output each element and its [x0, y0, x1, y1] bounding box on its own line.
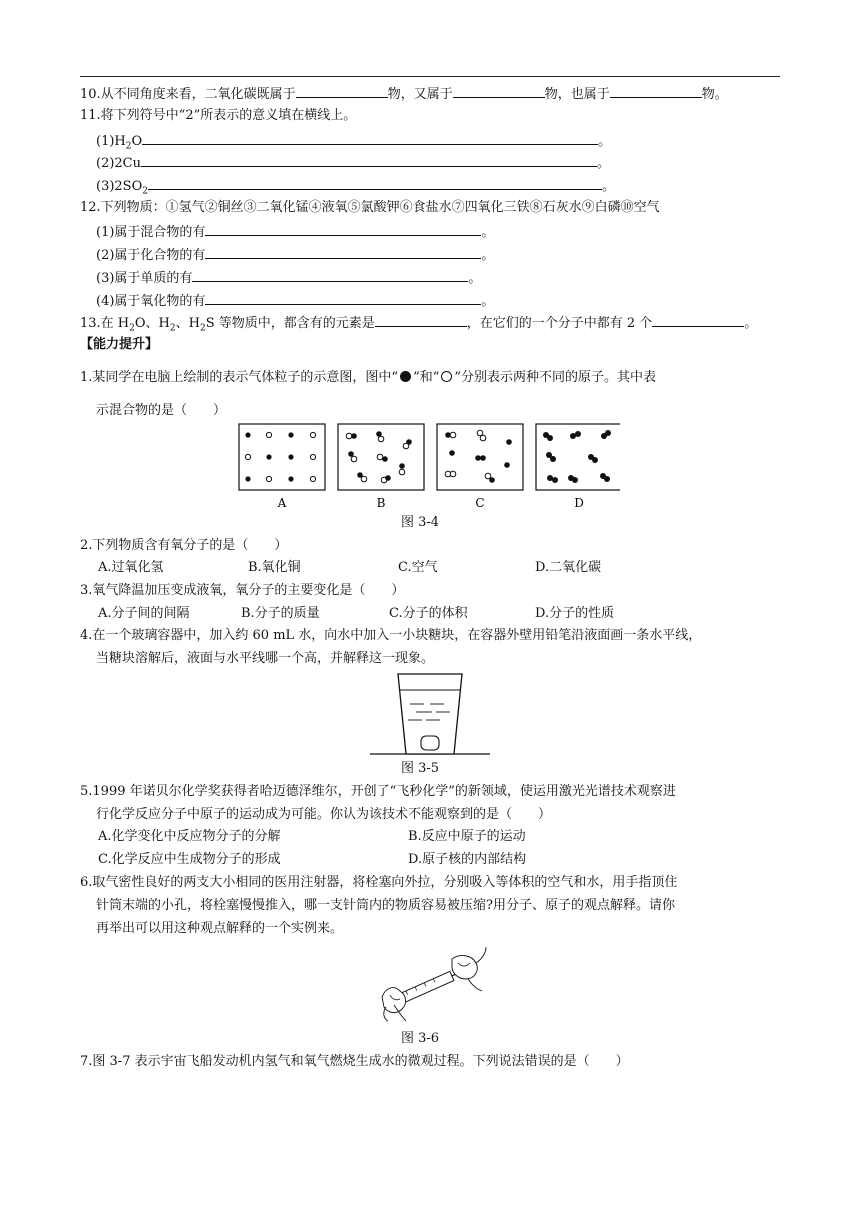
problem-3-option-b[interactable]: B.分子的质量 [241, 606, 320, 621]
problem-6-line-1: 6.取气密性良好的两支大小相同的医用注射器，将栓塞向外拉，分别吸入等体积的空气和水，用手指顶住 [80, 875, 678, 890]
question-11-item-2: (2)2Cu 。 [96, 153, 610, 173]
blank[interactable] [205, 291, 481, 305]
problem-5-line-2: 行化学反应分子中原子的运动成为可能。你认为该技术不能观察到的是（ ） [96, 807, 552, 822]
problem-3-option-c[interactable]: C.分子的体积 [389, 606, 468, 621]
problem-5-option-b[interactable]: B.反应中原子的运动 [408, 829, 526, 844]
problem-2-option-c[interactable]: C.空气 [398, 560, 438, 575]
problem-6-line-2: 针筒末端的小孔，将栓塞慢慢推入，哪一支针筒内的物质容易被压缩?用分子、原子的观点解释。请你 [96, 898, 675, 913]
blank[interactable] [142, 131, 598, 145]
problem-2-option-d[interactable]: D.二氧化碳 [535, 560, 602, 575]
question-12-item-4: (4)属于氧化物的有 。 [96, 291, 494, 311]
box-c[interactable] [437, 424, 523, 490]
figure-3-6-caption: 图 3-6 [400, 1031, 440, 1046]
figure-3-5-caption: 图 3-5 [400, 761, 440, 776]
label-b: B [376, 496, 386, 510]
problem-2-stem: 2.下列物质含有氧分子的是（ ） [80, 538, 288, 553]
figure-3-5-beaker [368, 668, 492, 758]
hollow-atom-icon [441, 371, 452, 382]
problem-3-option-d[interactable]: D.分子的性质 [535, 606, 615, 621]
label-a: A [277, 496, 287, 510]
problem-7-stem: 7.图 3-7 表示宇宙飞船发动机内氢气和氧气燃烧生成水的微观过程。下列说法错误的是（ ） [80, 1054, 629, 1069]
problem-2-option-a[interactable]: A.过氧化氢 [98, 560, 164, 575]
question-11-item-1: $(1)H_2O$ 。 [96, 131, 611, 156]
blank[interactable] [148, 176, 602, 190]
blank[interactable] [205, 245, 481, 259]
problem-5-option-a[interactable]: A.化学变化中反应物分子的分解 [98, 829, 281, 844]
blank[interactable] [141, 153, 597, 167]
question-12-item-1: (1)属于混合物的有 。 [96, 222, 494, 242]
problem-3-stem: 3.氧气降温加压变成液氧，氧分子的主要变化是（ ） [80, 583, 405, 598]
question-11-stem: 11.将下列符号中“2”所表示的意义填在横线上。 [80, 108, 357, 123]
question-13: 13.在 $H_2O$、$H_2$、$H_2S$ 等物质中，都含有的元素是 ，在它们的一个分子中都有 2 个 。 [80, 313, 757, 338]
blank[interactable] [205, 222, 481, 236]
label-d: D [574, 496, 584, 510]
problem-6-line-3: 再举出可以用这种观点解释的一个实例来。 [96, 921, 344, 936]
blank[interactable] [453, 84, 545, 98]
question-12-item-3: (3)属于单质的有 。 [96, 268, 481, 288]
blank[interactable] [652, 313, 744, 327]
blank[interactable] [610, 84, 702, 98]
problem-3-option-a[interactable]: A.分子间的间隔 [98, 606, 190, 621]
question-12-item-2: (2)属于化合物的有 。 [96, 245, 494, 265]
problem-5-option-d[interactable]: D.原子核的内部结构 [408, 852, 527, 867]
section-title: 【能力提升】 [80, 337, 159, 352]
problem-5-line-1: 5.1999 年诺贝尔化学奖获得者哈迈德泽维尔，开创了“飞秒化学”的新领域，使运用激光光谱技术观察进 [80, 784, 676, 799]
figure-3-4-caption: 图 3-4 [400, 515, 440, 530]
box-b[interactable] [338, 424, 424, 490]
blank[interactable] [296, 84, 388, 98]
problem-2-option-b[interactable]: B.氧化铜 [248, 560, 301, 575]
problem-4-line-1: 4.在一个玻璃容器中，加入约 60 mL 水，向水中加入一小块糖块，在容器外壁用铅笔沿液面画一条水平线， [80, 628, 702, 643]
problem-4-line-2: 当糖块溶解后，液面与水平线哪一个高，并解释这一现象。 [96, 651, 435, 666]
figure-3-6-syringe [378, 945, 490, 1025]
header-rule [80, 76, 780, 77]
problem-1-line-1: 1.某同学在电脑上绘制的表示气体粒子的示意图，图中“ ”和“ ”分别表示两种不同的原子。其中表 [80, 370, 657, 385]
problem-1-line-2: 示混合物的是（ ） [96, 403, 227, 418]
box-a[interactable] [239, 424, 325, 490]
filled-atom-icon [400, 371, 411, 382]
figure-3-4 [230, 420, 620, 512]
question-11-item-3: $(3)2SO_2$ 。 [96, 176, 615, 201]
question-12-stem: 12.下列物质：①氢气②铜丝③二氧化锰④液氧⑤氯酸钾⑥食盐水⑦四氧化三铁⑧石灰水⑨白磷⑩空气 [80, 200, 660, 215]
problem-5-option-c[interactable]: C.化学反应中生成物分子的形成 [98, 852, 281, 867]
blank[interactable] [192, 268, 468, 282]
blank[interactable] [375, 313, 467, 327]
label-c: C [475, 496, 485, 510]
question-10: 10.从不同角度来看，二氧化碳既属于 物，又属于 物，也属于 物。 [80, 84, 728, 104]
box-d[interactable] [536, 424, 620, 490]
